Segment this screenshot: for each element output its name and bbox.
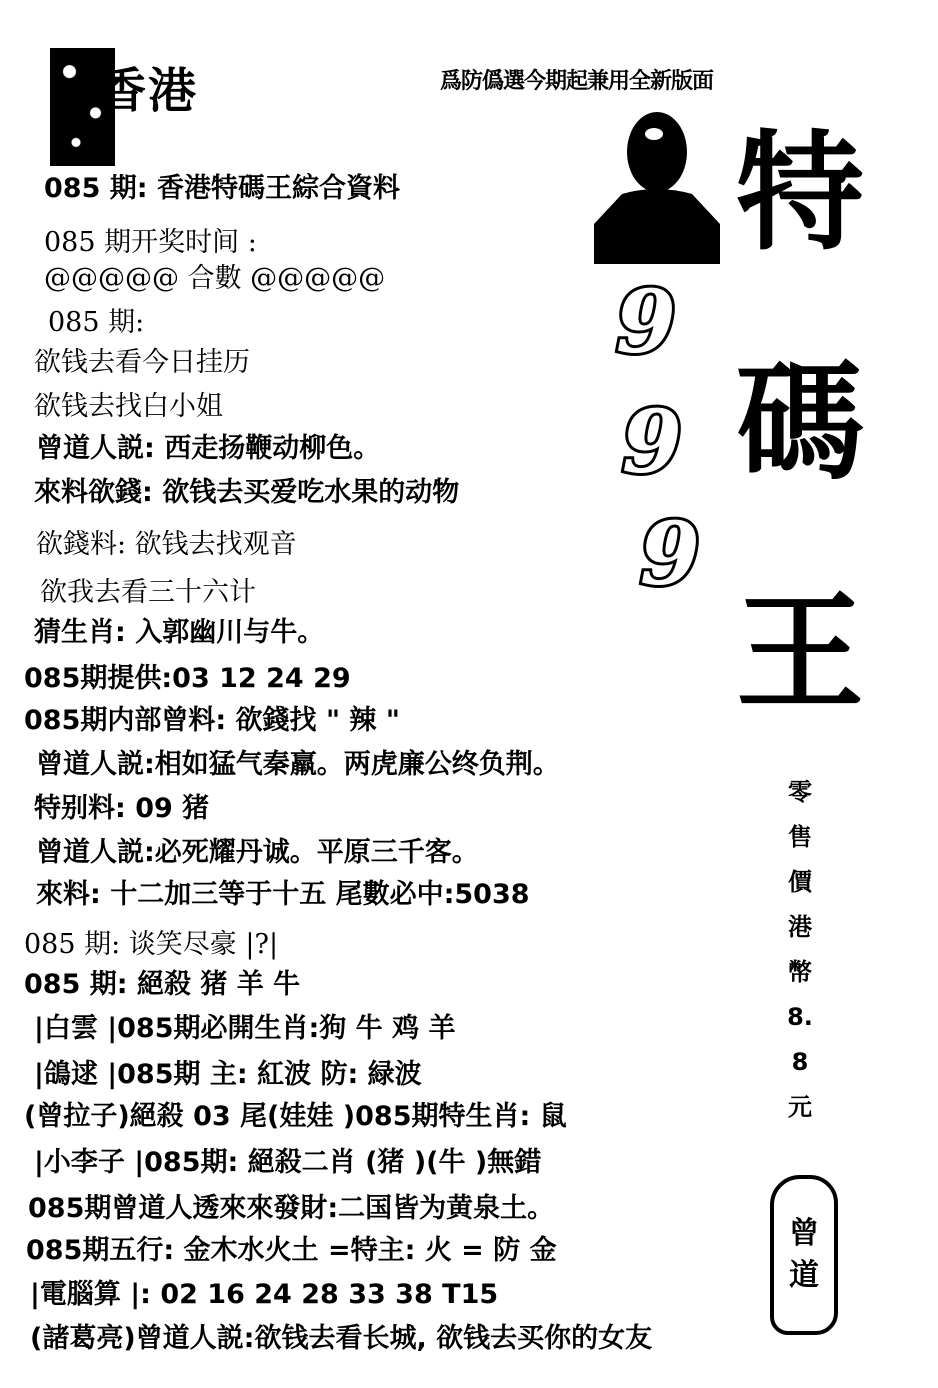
price-vertical-text: 零售價港幣8.8元: [787, 778, 813, 1121]
saying-line: (諸葛亮)曾道人説:欲钱去看长城, 欲钱去买你的女友: [30, 1323, 653, 1354]
kill-line: (曾拉子)絕殺 03 尾(娃娃 )085期特生肖: 鼠: [24, 1101, 567, 1132]
seal-char: 曾: [789, 1216, 819, 1251]
saying-line: 085期曾道人透來來發財:二国皆为黄泉土。: [28, 1193, 555, 1224]
five-elements-line: 085期五行: 金木水火土 =特主: 火 = 防 金: [26, 1235, 557, 1266]
portrait-image: [594, 104, 720, 264]
special-line: 特别料: 09 猪: [34, 793, 210, 824]
color-line: |鴿逑 |085期 主: 紅波 防: 緑波: [34, 1059, 422, 1090]
issue-line: 085 期: 谈笑尽豪 |?|: [24, 929, 279, 960]
kill-line: 085 期: 絕殺 猪 羊 牛: [24, 969, 301, 1000]
riddle-line: 來料欲錢: 欲钱去买爱吃水果的动物: [34, 477, 460, 508]
top-note: 爲防僞選今期起兼用全新版面: [440, 69, 714, 94]
logo-text: 香港: [98, 63, 199, 119]
riddle-line: 欲錢料: 欲钱去找观音: [36, 529, 297, 560]
tail-number-line: 來料: 十二加三等于十五 尾數必中:5038: [36, 879, 530, 910]
issue-title: 085 期: 香港特碼王綜合資料: [44, 173, 400, 204]
draw-time-line: 085 期开奖时间 :: [44, 227, 257, 258]
portrait-caption: 曾道人玉照: [604, 250, 675, 264]
saying-line: 曾道人説:必死耀丹诚。平原三千客。: [36, 837, 479, 868]
title-char: 碼: [736, 349, 865, 498]
computer-pick-line: |電腦算 |: 02 16 24 28 33 38 T15: [30, 1279, 499, 1310]
riddle-line: 欲我去看三十六计: [40, 577, 256, 608]
zodiac-line: |白雲 |085期必開生肖:狗 牛 鸡 羊: [34, 1013, 456, 1044]
riddle-line: 欲钱去看今日挂历: [34, 347, 250, 378]
nine-glyph: 9: [616, 272, 676, 373]
combined-number-line: @@@@@ 合數 @@@@@: [44, 263, 386, 294]
seal-char: 道: [789, 1258, 819, 1293]
numbers-line: 085期提供:03 12 24 29: [24, 663, 351, 694]
riddle-line: 欲钱去找白小姐: [34, 391, 223, 422]
nine-glyph: 9: [622, 392, 682, 493]
internal-line: 085期内部曾料: 欲錢找 " 辣 ": [24, 705, 400, 736]
saying-line: 曾道人説:相如猛气秦羸。两虎廉公终负荆。: [36, 749, 560, 780]
zodiac-guess-line: 猜生肖: 入郭幽川与牛。: [34, 617, 325, 648]
saying-line: 曾道人説: 西走扬鞭动柳色。: [36, 433, 381, 464]
title-char: 王: [736, 579, 865, 728]
title-char: 特: [736, 119, 865, 268]
issue-line: 085 期:: [48, 307, 145, 338]
nine-glyph: 9: [640, 504, 700, 605]
seal-stamp: [770, 1175, 838, 1335]
kill-line: |小李子 |085期: 絕殺二肖 (猪 )(牛 )無錯: [34, 1147, 542, 1178]
